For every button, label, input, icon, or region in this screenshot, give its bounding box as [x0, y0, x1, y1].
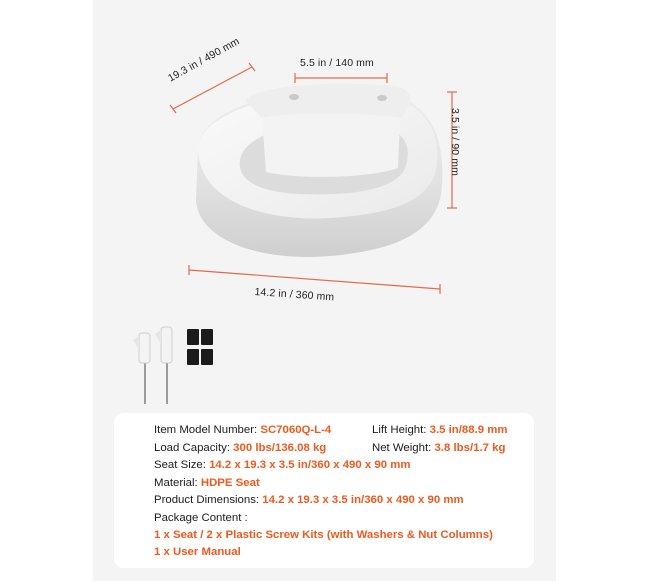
model-number-row — [154, 423, 331, 437]
screw-kits — [133, 327, 172, 404]
load-capacity-value: 300 lbs/136.08 kg — [233, 442, 327, 454]
material-row — [154, 476, 260, 490]
package-content-line-2: 1 x User Manual — [154, 546, 241, 558]
net-weight-label: Net Weight: — [372, 442, 432, 454]
width-dimension-label: 14.2 in / 360 mm — [254, 286, 335, 304]
load-capacity-row — [154, 441, 326, 455]
washers — [187, 329, 213, 365]
product-dimensions-value: 14.2 x 19.3 x 3.5 in/360 x 490 x 90 mm — [262, 494, 464, 506]
material-value: HDPE Seat — [200, 477, 260, 489]
model-number-label: Item Model Number: — [154, 424, 258, 436]
toilet-seat-riser — [196, 84, 442, 257]
product-dimensions-label: Product Dimensions: — [154, 494, 260, 506]
package-content-line-1: 1 x Seat / 2 x Plastic Screw Kits (with Washers & Nut Columns) — [154, 529, 493, 541]
depth-dimension-label: 19.3 in / 490 mm — [166, 35, 242, 85]
package-content-label: Package Content : — [154, 512, 248, 524]
load-capacity-label: Load Capacity: — [154, 442, 230, 454]
net-weight-value: 3.8 lbs/1.7 kg — [434, 442, 506, 454]
height-dimension-label: 3.5 in / 90 mm — [449, 108, 461, 176]
screw-kit — [133, 333, 150, 404]
lift-height-value: 3.5 in/88.9 mm — [429, 424, 508, 436]
product-dimensions-row — [154, 493, 464, 507]
material-label: Material: — [154, 477, 198, 489]
screw-kit — [155, 327, 172, 404]
back-width-dimension-label: 5.5 in / 140 mm — [300, 57, 374, 69]
seat-size-value: 14.2 x 19.3 x 3.5 in/360 x 490 x 90 mm — [209, 459, 411, 471]
lift-height-row — [372, 423, 508, 437]
seat-size-label: Seat Size: — [154, 459, 206, 471]
seat-size-row — [154, 458, 410, 472]
model-number-value: SC7060Q-L-4 — [260, 424, 332, 436]
lift-height-label: Lift Height: — [372, 424, 427, 436]
net-weight-row — [372, 441, 505, 455]
